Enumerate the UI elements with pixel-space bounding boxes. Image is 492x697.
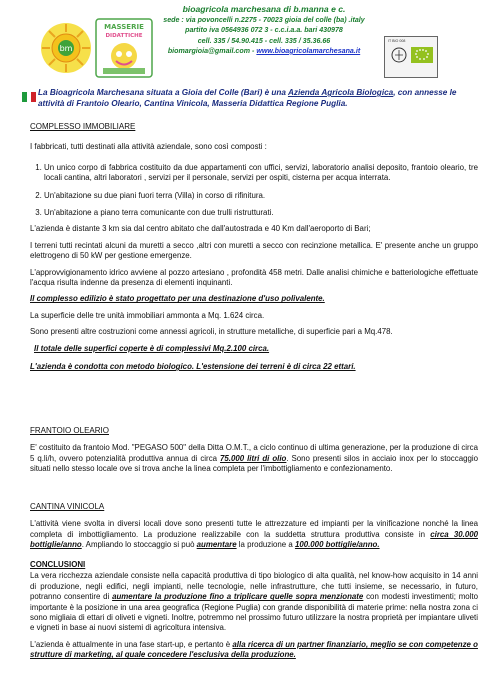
company-email-web-line bbox=[148, 46, 380, 56]
company-address: sede : via povoncelli n.2275 - 70023 gioia del colle (ba) .italy bbox=[163, 16, 365, 24]
cantina-paragraph bbox=[30, 519, 478, 550]
paragraph-surface: La superficie delle tre unità immobiliari ammonta a Mq. 1.624 circa. bbox=[30, 310, 265, 320]
cantina-text-2: . Ampliando lo stoccaggio si può bbox=[81, 540, 197, 550]
paragraph-total-surface: Il totale delle superfici coperte è di complessivi Mq.2.100 circa. bbox=[34, 343, 270, 353]
building-list bbox=[30, 163, 478, 219]
company-name: bioagricola marchesana di b.manna e c. bbox=[182, 4, 346, 14]
section-heading-complesso: COMPLESSO IMMOBILIARE bbox=[30, 122, 136, 131]
list-item: 3. Un'abitazione a piano terra comunicante con due trulli ristrutturati. bbox=[44, 208, 478, 218]
frantoio-text-2: . Sono presenti silos in acciaio inox per lo stoccaggio situati nello stesso locale ove si trova anche la linea completa per l'imbottigliamento e confezionamento. bbox=[30, 453, 478, 474]
frantoio-highlight: 75.000 litri di olio bbox=[220, 453, 287, 463]
svg-text:DIDATTICHE: DIDATTICHE bbox=[105, 33, 143, 39]
paragraph-organic-method: L'azienda è condotta con metodo biologico. L'estensione dei terreni è di circa 22 ettari. bbox=[30, 362, 356, 372]
paragraph-water: L'approvvigionamento idrico avviene al pozzo artesiano , profondità 458 metri. Dalle analisi chimiche e batteriologiche effettuate l'acqua risulta indenne da presenza di elementi inquinanti. bbox=[30, 267, 478, 288]
list-item: 1. Un unico corpo di fabbrica costituito da due appartamenti con uffici, servizi, laboratorio analisi deposito, frantoio oleario, tre locali cantina, altri laboratori , servizi per il personale, servizi per ospiti, cisterna per acqua interrata. bbox=[44, 163, 478, 184]
conclusioni-highlight-2: alla ricerca di un partner finanziario, meglio se con competenze o strutture di marketing, al quale concedere l'esclusiva della produzione. bbox=[30, 639, 478, 660]
complesso-section bbox=[30, 122, 478, 373]
intro-text-1: La Bioagricola Marchesana situata a Gioia del Colle (Bari) è una bbox=[38, 88, 288, 97]
paragraph-terrain: I terreni tutti recintati alcuni da muretti a secco ,altri con muretti a secco con recinzione metallica. E' presente anche un gruppo elettrogeno di 50 kW per gestione emergenze. bbox=[30, 240, 478, 261]
organic-certification-icon bbox=[391, 47, 407, 63]
company-email[interactable]: biomargioia@gmail.com bbox=[167, 46, 251, 55]
masserie-didattiche-logo bbox=[95, 18, 153, 78]
conclusioni-highlight-1: aumentare la produzione fino a triplicare quelle sopra menzionate bbox=[112, 592, 364, 602]
list-item: 2. Un'abitazione su due piani fuori terra (Villa) in corso di rifinitura. bbox=[44, 191, 478, 201]
svg-text:MASSERIE: MASSERIE bbox=[104, 23, 144, 31]
cantina-text-1: L'attività viene svolta in diversi locali dove sono presenti tutte le attrezzature ed impianti per la vinificazione nonché la linea completa di imbottigliamento. La produzione realizzabile con la suddetta struttura produttiva consiste in bbox=[30, 519, 478, 539]
cantina-highlight-3: 100.000 bottiglie/anno. bbox=[294, 540, 380, 550]
conclusioni-text-3: L'azienda è attualmente in una fase start-up, e pertanto è bbox=[30, 639, 233, 649]
section-heading-conclusioni: CONCLUSIONI bbox=[30, 560, 86, 569]
eu-organic-certification-label bbox=[384, 36, 438, 78]
company-phones: cell. 335 / 54.90.415 - cell. 335 / 35.36.66 bbox=[197, 36, 331, 45]
svg-text:bm: bm bbox=[59, 44, 73, 53]
frantoio-text-1: E' costituito da frantoio Mod. "PEGASO 500" della Ditta O.M.T., a ciclo continuo di ultima generazione, per la produzione di circa 5 q.li/h, ovvero potenzialità produttiva annua di circa bbox=[30, 443, 478, 463]
bm-sun-logo bbox=[40, 22, 92, 74]
conclusioni-section bbox=[30, 560, 478, 661]
frantoio-paragraph bbox=[30, 443, 478, 474]
eu-organic-leaf-icon bbox=[411, 47, 433, 63]
intro-text-2: , con annesse le attività di Frantoio Oleario, Cantina Vinicola, Masseria Didattica Regione Puglia. bbox=[38, 88, 457, 108]
section-heading-cantina: CANTINA VINICOLA bbox=[30, 502, 105, 511]
paragraph-polyvalent: Il complesso edilizio è stato progettato per una destinazione d'uso polivalente. bbox=[30, 294, 325, 304]
conclusioni-paragraph-1 bbox=[30, 571, 478, 633]
company-website-link[interactable]: www.bioagricolamarchesana.it bbox=[256, 46, 361, 55]
company-contact-block bbox=[148, 4, 380, 56]
frantoio-section bbox=[30, 426, 478, 475]
intro-paragraph bbox=[38, 88, 478, 109]
company-vat: partito iva 0564936 072 3 - c.c.i.a.a. bari 430978 bbox=[185, 26, 343, 35]
cantina-text-3: la produzione a bbox=[236, 540, 295, 550]
flag-red-stripe bbox=[31, 92, 36, 102]
paragraph-distance: L'azienda è distante 3 km sia dal centro abitato che dall'autostrada e 40 Km dall'aeroporto di Bari; bbox=[30, 224, 371, 234]
cantina-section bbox=[30, 502, 478, 551]
italian-flag-icon bbox=[22, 92, 36, 102]
conclusioni-text-1: La vera ricchezza aziendale consiste nella capacità produttiva di tipo biologico di alta qualità, nel know-how acquisito in 14 anni di produzione, negli edifici, negli impianti, nelle tecnologie, nelle infrastrutture, che tutti insieme, se necessario, in futuro, potranno consentire di bbox=[30, 571, 478, 602]
intro-highlight: Azienda Agricola Biologica bbox=[287, 88, 394, 97]
complesso-lead: I fabbricati, tutti destinati alla attività aziendale, sono così composti : bbox=[30, 142, 267, 152]
conclusioni-paragraph-2 bbox=[30, 640, 478, 661]
cantina-highlight-2: aumentare bbox=[196, 540, 237, 550]
paragraph-other-buildings: Sono presenti altre costruzioni come annessi agricoli, in strutture metalliche, di superficie pari a Mq.478. bbox=[30, 327, 393, 337]
cantina-highlight-1: circa 30.000 bottiglie/anno bbox=[30, 529, 478, 550]
eu-label-code: IT BIO 008 bbox=[388, 39, 406, 43]
section-heading-frantoio: FRANTOIO OLEARIO bbox=[30, 426, 109, 435]
email-web-separator: - bbox=[252, 46, 255, 55]
letterhead bbox=[0, 0, 492, 84]
conclusioni-text-2: con modesti investimenti; molto importante è la posizione in una area geografica (Regione Puglia) con grande disponibilità di materie prime: nella nostra zona ci sono migliaia di ettari di oliveti e vigneti. Inoltre, potremmo nel prossimo futuro utilizzare la nostra proprietà per impiantare uliveti e vigneti in base ai nuovi sistemi di agricoltura intensiva. bbox=[30, 592, 478, 633]
